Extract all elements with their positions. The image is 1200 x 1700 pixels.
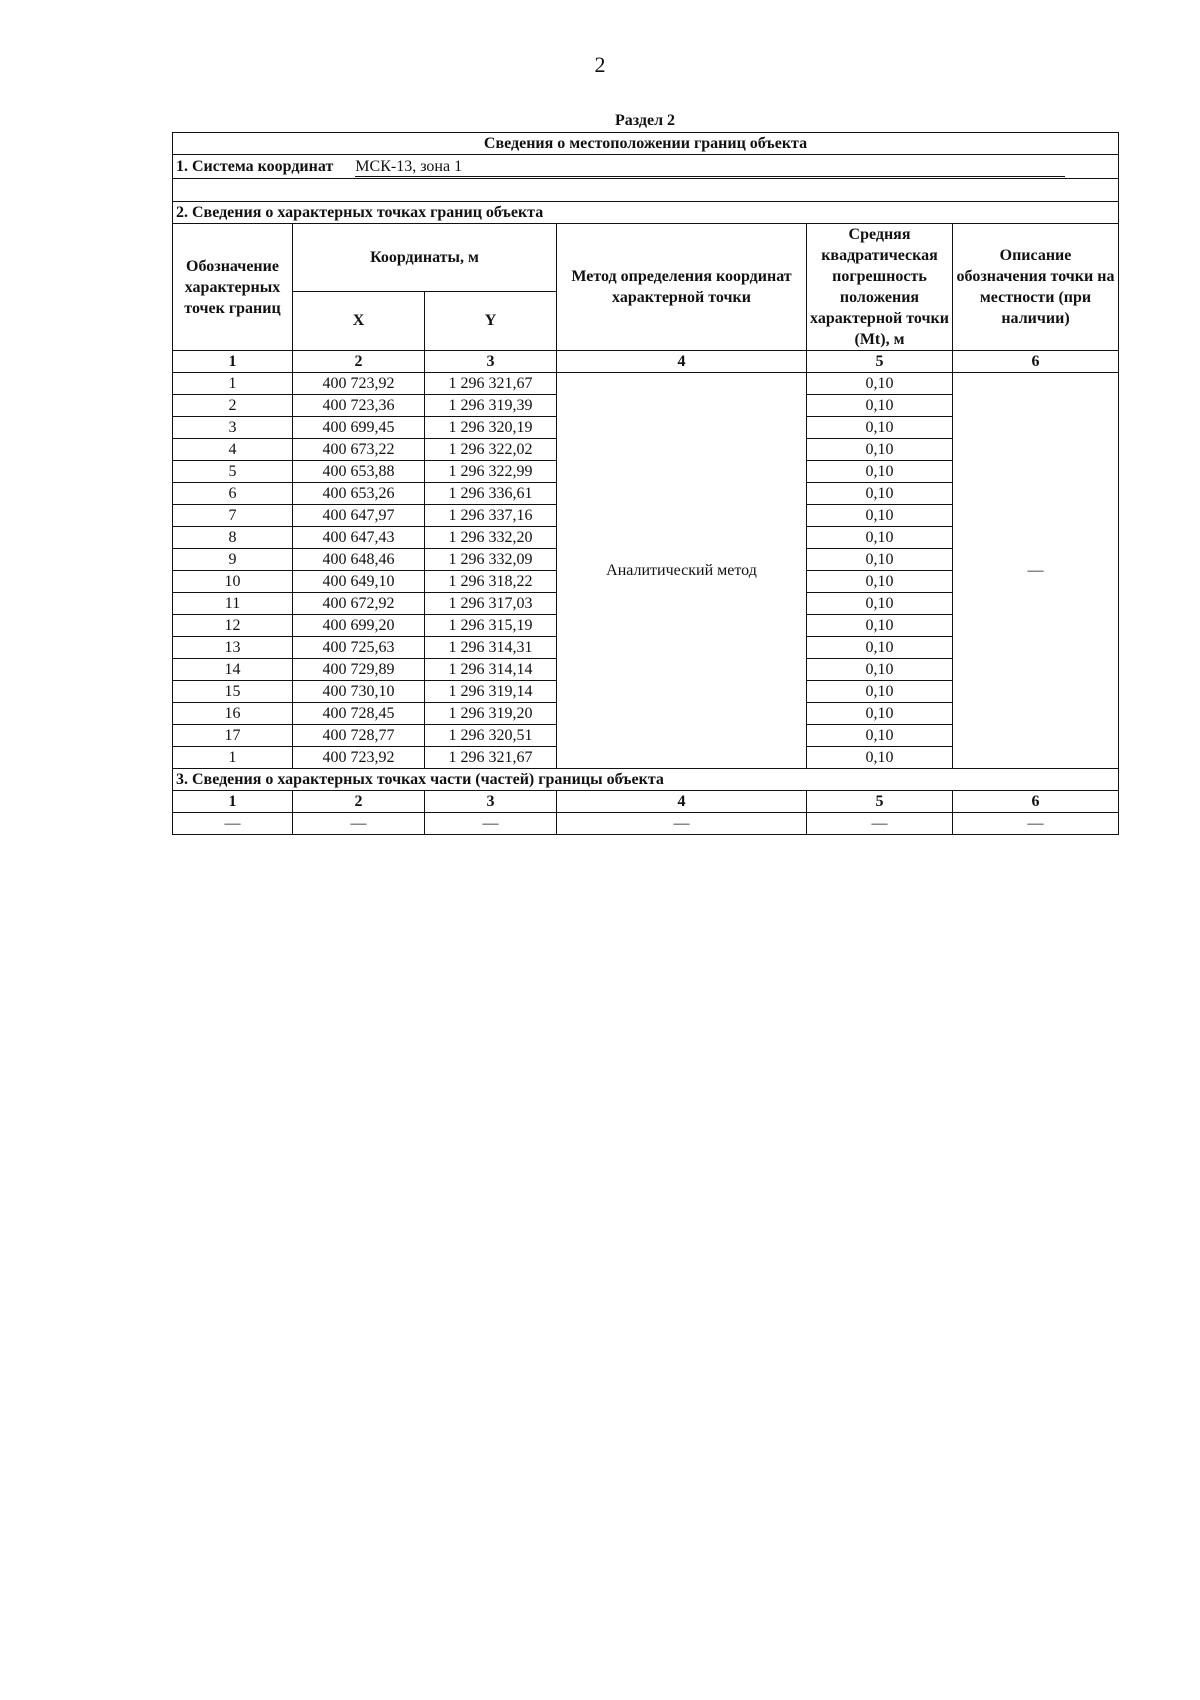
col-number: 1 bbox=[173, 791, 293, 813]
point-error: 0,10 bbox=[807, 439, 953, 461]
point-error: 0,10 bbox=[807, 461, 953, 483]
point-number: 17 bbox=[173, 725, 293, 747]
point-number: 2 bbox=[173, 395, 293, 417]
col-number: 4 bbox=[557, 351, 807, 373]
point-number: 15 bbox=[173, 681, 293, 703]
point-y: 1 296 319,39 bbox=[425, 395, 557, 417]
point-number: 4 bbox=[173, 439, 293, 461]
point-number: 12 bbox=[173, 615, 293, 637]
point-y: 1 296 322,99 bbox=[425, 461, 557, 483]
point-number: 1 bbox=[173, 373, 293, 395]
point-y: 1 296 321,67 bbox=[425, 747, 557, 769]
method-cell: Аналитический метод bbox=[557, 373, 807, 769]
point-y: 1 296 314,31 bbox=[425, 637, 557, 659]
point-error: 0,10 bbox=[807, 637, 953, 659]
point-x: 400 723,92 bbox=[293, 747, 425, 769]
point-error: 0,10 bbox=[807, 505, 953, 527]
point-error: 0,10 bbox=[807, 593, 953, 615]
point-x: 400 672,92 bbox=[293, 593, 425, 615]
parts-section-title: 3. Сведения о характерных точках части (частей) границы объекта bbox=[173, 769, 1119, 791]
point-y: 1 296 317,03 bbox=[425, 593, 557, 615]
coord-system-value: МСК-13, зона 1 bbox=[355, 157, 1065, 177]
point-number: 5 bbox=[173, 461, 293, 483]
point-x: 400 673,22 bbox=[293, 439, 425, 461]
point-error: 0,10 bbox=[807, 527, 953, 549]
point-y: 1 296 318,22 bbox=[425, 571, 557, 593]
point-y: 1 296 336,61 bbox=[425, 483, 557, 505]
table-row bbox=[173, 373, 1119, 395]
boundary-table bbox=[172, 132, 1119, 835]
point-x: 400 723,92 bbox=[293, 373, 425, 395]
point-x: 400 728,45 bbox=[293, 703, 425, 725]
page-number: 2 bbox=[594, 52, 606, 77]
point-x: 400 653,88 bbox=[293, 461, 425, 483]
point-y: 1 296 320,51 bbox=[425, 725, 557, 747]
point-x: 400 649,10 bbox=[293, 571, 425, 593]
point-x: 400 648,46 bbox=[293, 549, 425, 571]
point-x: 400 725,63 bbox=[293, 637, 425, 659]
col-number: 1 bbox=[173, 351, 293, 373]
col-number: 2 bbox=[293, 351, 425, 373]
point-error: 0,10 bbox=[807, 747, 953, 769]
table-title: Сведения о местоположении границ объекта bbox=[173, 133, 1119, 155]
point-y: 1 296 315,19 bbox=[425, 615, 557, 637]
point-error: 0,10 bbox=[807, 681, 953, 703]
point-number: 14 bbox=[173, 659, 293, 681]
point-x: 400 728,77 bbox=[293, 725, 425, 747]
col-number: 4 bbox=[557, 791, 807, 813]
point-error: 0,10 bbox=[807, 571, 953, 593]
point-number: 7 bbox=[173, 505, 293, 527]
empty-cell: — bbox=[425, 813, 557, 835]
point-number: 11 bbox=[173, 593, 293, 615]
point-error: 0,10 bbox=[807, 373, 953, 395]
point-y: 1 296 332,20 bbox=[425, 527, 557, 549]
point-error: 0,10 bbox=[807, 483, 953, 505]
col-number: 3 bbox=[425, 351, 557, 373]
point-number: 3 bbox=[173, 417, 293, 439]
point-y: 1 296 322,02 bbox=[425, 439, 557, 461]
point-x: 400 729,89 bbox=[293, 659, 425, 681]
point-error: 0,10 bbox=[807, 395, 953, 417]
empty-cell: — bbox=[953, 813, 1119, 835]
header-coordinates: Координаты, м bbox=[293, 224, 557, 292]
point-x: 400 647,97 bbox=[293, 505, 425, 527]
point-y: 1 296 332,09 bbox=[425, 549, 557, 571]
header-method: Метод определения координат характерной точки bbox=[557, 224, 807, 351]
empty-cell: — bbox=[293, 813, 425, 835]
point-error: 0,10 bbox=[807, 725, 953, 747]
point-error: 0,10 bbox=[807, 659, 953, 681]
point-error: 0,10 bbox=[807, 549, 953, 571]
section-title: Раздел 2 bbox=[614, 112, 676, 129]
point-y: 1 296 319,14 bbox=[425, 681, 557, 703]
point-x: 400 699,20 bbox=[293, 615, 425, 637]
point-x: 400 653,26 bbox=[293, 483, 425, 505]
col-number: 5 bbox=[807, 351, 953, 373]
point-number: 1 bbox=[173, 747, 293, 769]
point-y: 1 296 314,14 bbox=[425, 659, 557, 681]
point-number: 6 bbox=[173, 483, 293, 505]
point-x: 400 730,10 bbox=[293, 681, 425, 703]
point-y: 1 296 337,16 bbox=[425, 505, 557, 527]
header-description: Описание обозначения точки на местности (при наличии) bbox=[953, 224, 1119, 351]
point-number: 13 bbox=[173, 637, 293, 659]
point-y: 1 296 319,20 bbox=[425, 703, 557, 725]
description-cell: — bbox=[953, 373, 1119, 769]
point-error: 0,10 bbox=[807, 703, 953, 725]
header-error: Средняя квадратическая погрешность положения характерной точки (Mt), м bbox=[807, 224, 953, 351]
point-x: 400 699,45 bbox=[293, 417, 425, 439]
empty-cell: — bbox=[807, 813, 953, 835]
point-number: 16 bbox=[173, 703, 293, 725]
col-number: 5 bbox=[807, 791, 953, 813]
empty-cell: — bbox=[557, 813, 807, 835]
point-number: 9 bbox=[173, 549, 293, 571]
col-number: 6 bbox=[953, 351, 1119, 373]
header-y: Y bbox=[425, 291, 557, 350]
point-y: 1 296 320,19 bbox=[425, 417, 557, 439]
col-number: 6 bbox=[953, 791, 1119, 813]
blank-row bbox=[173, 179, 1119, 202]
point-error: 0,10 bbox=[807, 417, 953, 439]
point-error: 0,10 bbox=[807, 615, 953, 637]
col-number: 3 bbox=[425, 791, 557, 813]
header-designation: Обозначение характерных точек границ bbox=[173, 224, 293, 351]
point-x: 400 723,36 bbox=[293, 395, 425, 417]
empty-cell: — bbox=[173, 813, 293, 835]
coord-system-label: 1. Система координат bbox=[176, 157, 334, 175]
point-number: 10 bbox=[173, 571, 293, 593]
col-number: 2 bbox=[293, 791, 425, 813]
points-section-title: 2. Сведения о характерных точках границ объекта bbox=[173, 202, 1119, 224]
point-x: 400 647,43 bbox=[293, 527, 425, 549]
point-y: 1 296 321,67 bbox=[425, 373, 557, 395]
header-x: X bbox=[293, 291, 425, 350]
point-number: 8 bbox=[173, 527, 293, 549]
coord-system-row bbox=[173, 155, 1119, 179]
